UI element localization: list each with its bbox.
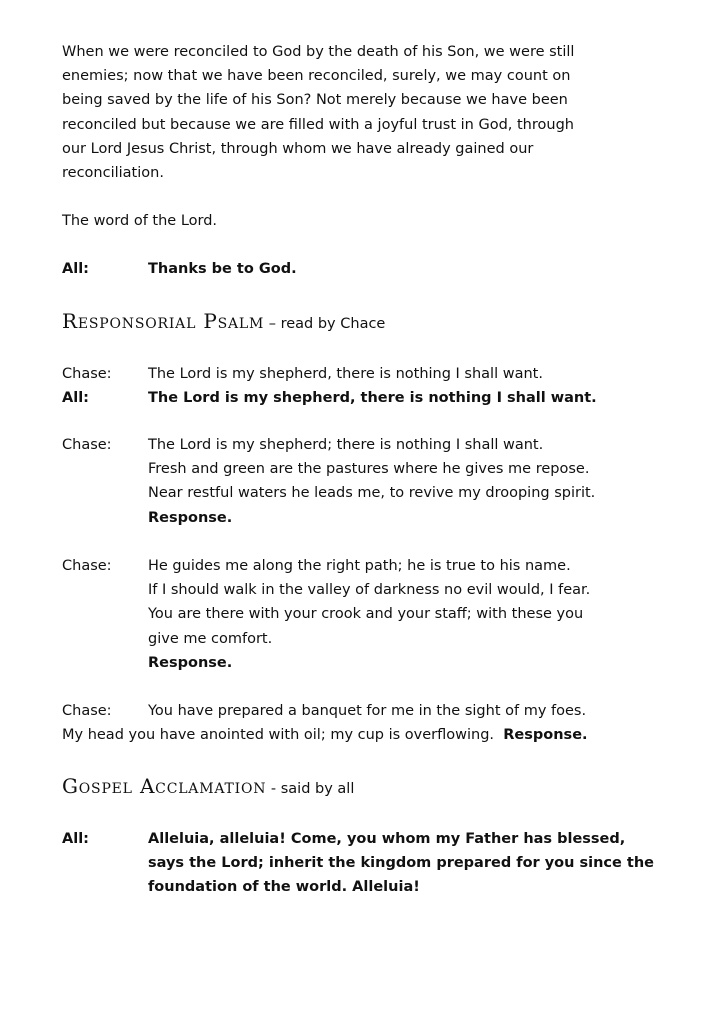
reading-closing-text: The word of the Lord.	[62, 213, 218, 229]
psalm-line-text: You have prepared a banquet for me in the sight of my foes.	[148, 703, 587, 719]
speaker-label: All:	[62, 390, 89, 406]
psalm-line	[62, 723, 702, 747]
speaker-label: All:	[62, 261, 89, 277]
psalm-response-cue: Response.	[148, 509, 233, 526]
response-text: Thanks be to God.	[148, 261, 297, 277]
psalm-line: The Lord is my shepherd, there is nothing I shall want.	[148, 390, 597, 406]
psalm-response-cue: Response.	[503, 727, 588, 744]
reading-line: our Lord Jesus Christ, through whom we have already gained our	[62, 140, 534, 157]
psalm-line: The Lord is my shepherd; there is nothing I shall want.	[148, 437, 544, 453]
gospel-line: foundation of the world. Alleluia!	[148, 879, 420, 896]
psalm-line	[62, 699, 702, 723]
speaker-label: Chase:	[62, 437, 112, 453]
psalm-line: The Lord is my shepherd, there is nothing I shall want.	[148, 366, 543, 382]
speaker-label: Chase:	[62, 366, 112, 382]
reading-line: reconciled but because we are filled with a joyful trust in God, through	[62, 116, 574, 133]
psalm-verse-3	[62, 699, 702, 747]
speaker-label: Chase:	[62, 558, 112, 574]
reading-line: reconciliation.	[62, 164, 164, 181]
reading-line: being saved by the life of his Son? Not merely because we have been	[62, 92, 568, 109]
psalm-line-text: My head you have anointed with oil; my cup is overflowing.	[62, 727, 504, 744]
gospel-line: Alleluia, alleluia! Come, you whom my Father has blessed,	[148, 831, 626, 847]
psalm-line: give me comfort.	[148, 630, 273, 647]
psalm-line: Fresh and green are the pastures where he gives me repose.	[148, 461, 590, 478]
speaker-label: All:	[62, 831, 89, 847]
psalm-line: If I should walk in the valley of darkness no evil would, I fear.	[148, 582, 591, 599]
psalm-heading	[62, 308, 385, 337]
speaker-label: Chase:	[62, 703, 112, 719]
psalm-title: Responsorial Psalm	[62, 309, 265, 333]
reading-line: When we were reconciled to God by the death of his Son, we were still	[62, 44, 575, 60]
gospel-subtitle: - said by all	[266, 781, 355, 797]
gospel-title: Gospel Acclamation	[62, 774, 267, 798]
reading-paragraph	[62, 40, 662, 185]
gospel-line: says the Lord; inherit the kingdom prepared for you since the	[148, 855, 654, 872]
psalm-line: You are there with your crook and your staff; with these you	[148, 606, 584, 623]
psalm-subtitle: – read by Chace	[264, 316, 386, 332]
psalm-line: He guides me along the right path; he is true to his name.	[148, 558, 571, 574]
psalm-response-cue: Response.	[148, 654, 233, 671]
psalm-line: Near restful waters he leads me, to revive my drooping spirit.	[148, 485, 596, 502]
reading-closing	[62, 209, 662, 233]
reading-line: enemies; now that we have been reconciled, surely, we may count on	[62, 68, 571, 85]
gospel-heading	[62, 773, 354, 802]
